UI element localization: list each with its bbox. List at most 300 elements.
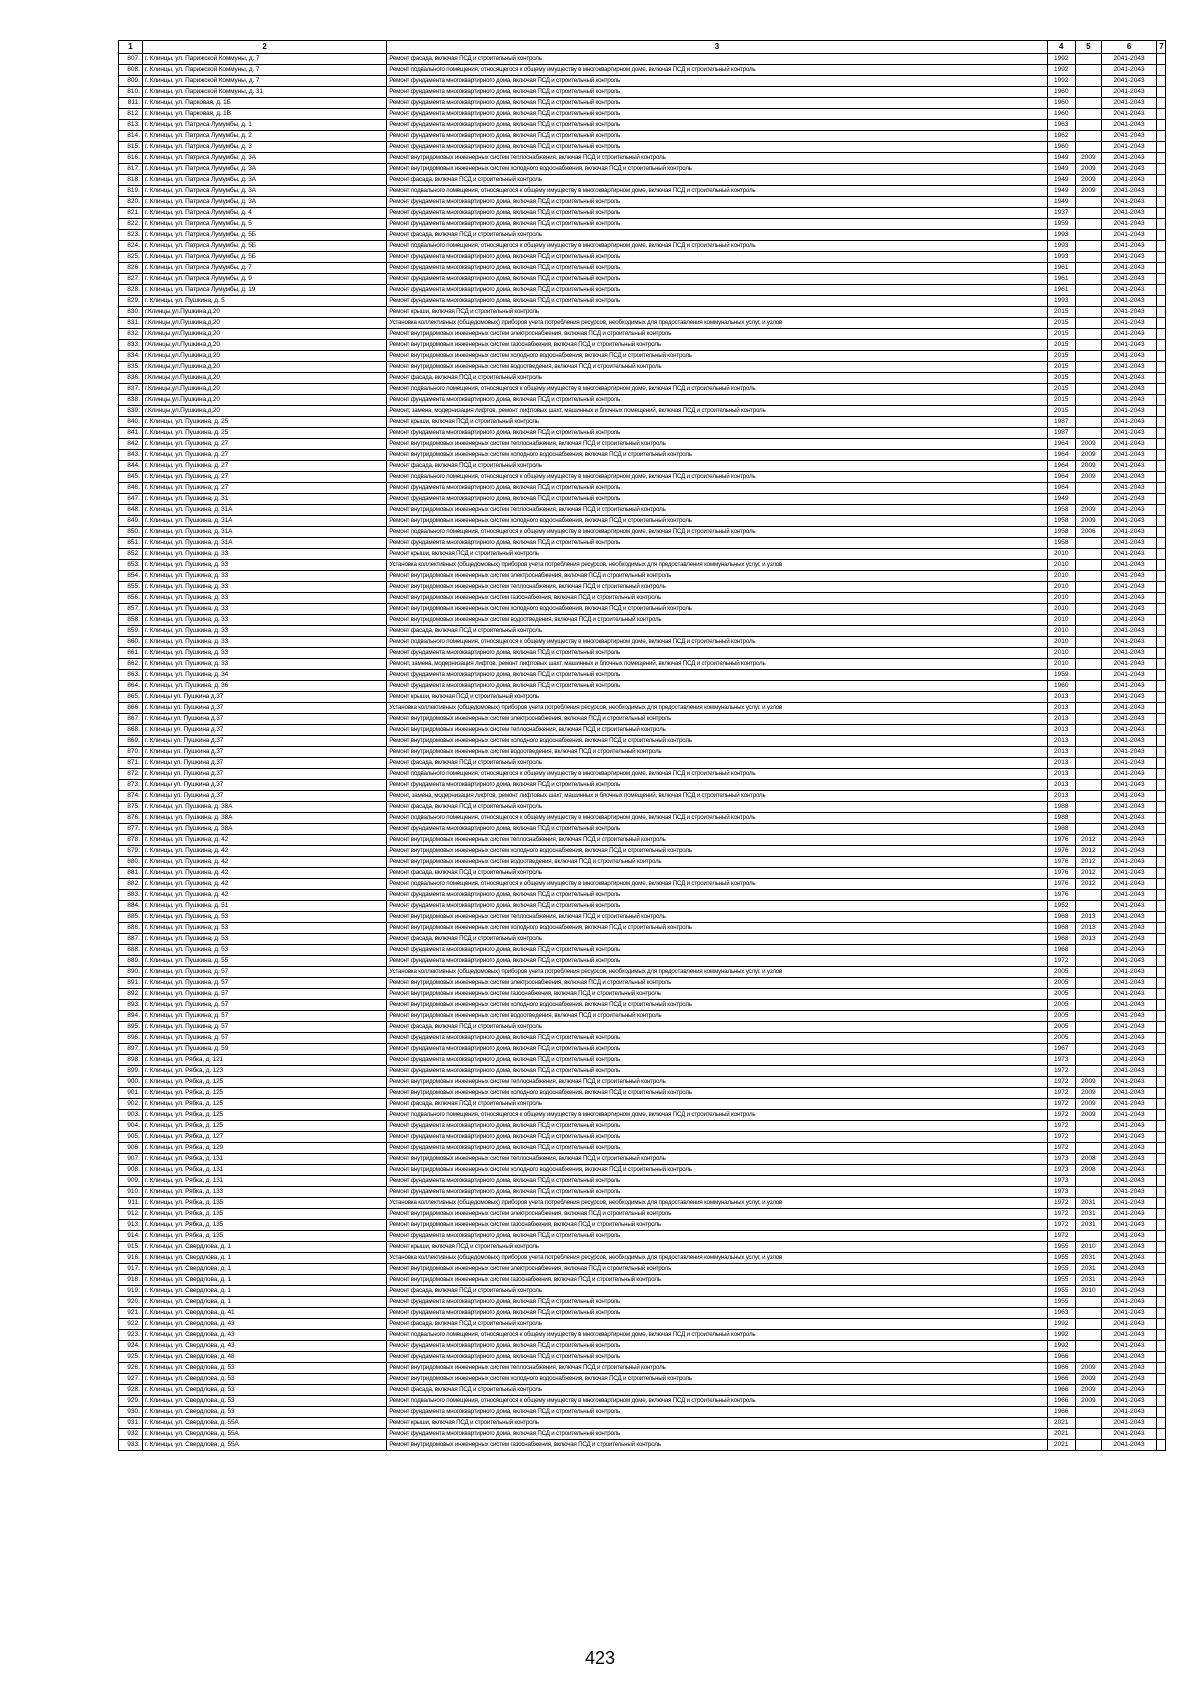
cell-row-number: 892. (119, 989, 143, 1000)
cell-work-type: Установка коллективных (общедомовых) приборов учета потребления ресурсов, необходимых для предоставления коммунальных услуг, и узлов (387, 1198, 1047, 1209)
cell-col-7 (1157, 285, 1166, 296)
table-row (119, 1000, 1166, 1011)
cell-row-number: 867. (119, 714, 143, 725)
cell-address: г. Клинцы, ул. Рябка, д. 125 (142, 1099, 386, 1110)
cell-row-number: 819. (119, 186, 143, 197)
cell-last-repair-year (1075, 483, 1101, 494)
cell-col-7 (1157, 571, 1166, 582)
cell-last-repair-year (1075, 769, 1101, 780)
cell-work-type: Ремонт фасада, включая ПСД и строительный контроль (387, 54, 1047, 65)
table-row (119, 1385, 1166, 1396)
cell-col-7 (1157, 307, 1166, 318)
cell-address: г. Клинцы, ул. Парижской Коммуны, д. 7 (142, 54, 386, 65)
cell-build-year: 2015 (1047, 406, 1075, 417)
cell-planned-period: 2041-2043 (1101, 406, 1156, 417)
cell-last-repair-year (1075, 538, 1101, 549)
cell-last-repair-year: 2009 (1075, 461, 1101, 472)
cell-row-number: 905. (119, 1132, 143, 1143)
cell-address: г. Клинцы, ул. Патриса Лумумбы, д. 3А (142, 186, 386, 197)
cell-address: г. Клинцы, ул. Свердлова, д. 43 (142, 1319, 386, 1330)
cell-last-repair-year: 2031 (1075, 1209, 1101, 1220)
cell-planned-period: 2041-2043 (1101, 1297, 1156, 1308)
cell-row-number: 851. (119, 538, 143, 549)
cell-row-number: 881. (119, 868, 143, 879)
cell-last-repair-year: 2031 (1075, 1264, 1101, 1275)
cell-last-repair-year: 2009 (1075, 175, 1101, 186)
cell-last-repair-year (1075, 395, 1101, 406)
cell-build-year: 2010 (1047, 571, 1075, 582)
cell-col-7 (1157, 1341, 1166, 1352)
cell-row-number: 933. (119, 1440, 143, 1451)
cell-build-year: 2021 (1047, 1418, 1075, 1429)
cell-last-repair-year (1075, 318, 1101, 329)
cell-planned-period: 2041-2043 (1101, 857, 1156, 868)
cell-row-number: 879. (119, 846, 143, 857)
cell-row-number: 907. (119, 1154, 143, 1165)
cell-col-7 (1157, 1429, 1166, 1440)
cell-address: г. Клинцы, ул. Пушкина, д. 57 (142, 978, 386, 989)
cell-col-7 (1157, 956, 1166, 967)
cell-row-number: 932. (119, 1429, 143, 1440)
cell-work-type: Ремонт фундамента многоквартирного дома, включая ПСД и строительный контроль (387, 494, 1047, 505)
cell-last-repair-year (1075, 219, 1101, 230)
cell-last-repair-year: 2009 (1075, 1385, 1101, 1396)
cell-row-number: 847. (119, 494, 143, 505)
cell-address: г. Клинцы, ул. Пушкина, д. 31А (142, 538, 386, 549)
cell-planned-period: 2041-2043 (1101, 1308, 1156, 1319)
cell-build-year: 1959 (1047, 670, 1075, 681)
cell-address: г.Клинцы,ул.Пушкина,д.20 (142, 384, 386, 395)
table-row (119, 1297, 1166, 1308)
cell-work-type: Ремонт фундамента многоквартирного дома, включая ПСД и строительный контроль (387, 285, 1047, 296)
cell-address: г. Клинцы, ул. Пушкина, д. 51 (142, 901, 386, 912)
cell-planned-period: 2041-2043 (1101, 1000, 1156, 1011)
cell-planned-period: 2041-2043 (1101, 274, 1156, 285)
cell-work-type: Ремонт внутридомовых инженерных систем холодного водоснабжения, включая ПСД и строительный контроль (387, 1165, 1047, 1176)
cell-work-type: Ремонт внутридомовых инженерных систем холодного водоснабжения, включая ПСД и строительный контроль (387, 1088, 1047, 1099)
cell-last-repair-year (1075, 1176, 1101, 1187)
cell-build-year: 1973 (1047, 1165, 1075, 1176)
cell-address: г. Клинцы, ул. Парижской Коммуны, д. 31 (142, 87, 386, 98)
cell-planned-period: 2041-2043 (1101, 1044, 1156, 1055)
cell-last-repair-year: 2012 (1075, 857, 1101, 868)
table-row (119, 153, 1166, 164)
cell-row-number: 834. (119, 351, 143, 362)
cell-build-year: 1993 (1047, 241, 1075, 252)
cell-build-year: 2015 (1047, 395, 1075, 406)
cell-build-year: 1993 (1047, 230, 1075, 241)
cell-work-type: Ремонт фасада, включая ПСД и строительный контроль (387, 868, 1047, 879)
cell-planned-period: 2041-2043 (1101, 1209, 1156, 1220)
cell-col-7 (1157, 472, 1166, 483)
cell-row-number: 824. (119, 241, 143, 252)
table-row (119, 857, 1166, 868)
cell-last-repair-year: 2009 (1075, 450, 1101, 461)
cell-work-type: Ремонт фасада, включая ПСД и строительный контроль (387, 461, 1047, 472)
cell-row-number: 838. (119, 395, 143, 406)
cell-work-type: Ремонт фасада, включая ПСД и строительный контроль (387, 230, 1047, 241)
cell-last-repair-year (1075, 989, 1101, 1000)
cell-last-repair-year (1075, 1440, 1101, 1451)
cell-col-7 (1157, 780, 1166, 791)
cell-planned-period: 2041-2043 (1101, 252, 1156, 263)
cell-row-number: 827. (119, 274, 143, 285)
cell-build-year: 1958 (1047, 527, 1075, 538)
table-row (119, 725, 1166, 736)
cell-work-type: Ремонт, замена, модернизация лифтов, ремонт лифтовых шахт, машинных и блочных помещений, включая ПСД и строительный контроль (387, 406, 1047, 417)
table-row (119, 780, 1166, 791)
cell-planned-period: 2041-2043 (1101, 1242, 1156, 1253)
cell-col-7 (1157, 186, 1166, 197)
cell-col-7 (1157, 747, 1166, 758)
table-row (119, 186, 1166, 197)
cell-planned-period: 2041-2043 (1101, 439, 1156, 450)
cell-col-7 (1157, 560, 1166, 571)
cell-address: г. Клинцы, ул. Парковая, д. 1В (142, 109, 386, 120)
cell-address: г.Клинцы,ул.Пушкина,д.20 (142, 307, 386, 318)
cell-build-year: 2015 (1047, 329, 1075, 340)
table-body (119, 54, 1166, 1451)
cell-work-type: Ремонт внутридомовых инженерных систем теплоснабжения, включая ПСД и строительный контроль (387, 912, 1047, 923)
cell-last-repair-year: 2031 (1075, 1220, 1101, 1231)
cell-row-number: 820. (119, 197, 143, 208)
table-row (119, 1253, 1166, 1264)
cell-work-type: Ремонт фасада, включая ПСД и строительный контроль (387, 802, 1047, 813)
cell-work-type: Ремонт внутридомовых инженерных систем холодного водоснабжения, включая ПСД и строительный контроль (387, 1000, 1047, 1011)
cell-planned-period: 2041-2043 (1101, 945, 1156, 956)
cell-col-7 (1157, 483, 1166, 494)
cell-work-type: Ремонт подвального помещения, относящегося к общему имуществу в многоквартирном доме, включая ПСД и строительный контроль (387, 879, 1047, 890)
header-col-1: 1 (119, 41, 143, 54)
cell-work-type: Ремонт фундамента многоквартирного дома, включая ПСД и строительный контроль (387, 197, 1047, 208)
cell-build-year: 1955 (1047, 1242, 1075, 1253)
cell-planned-period: 2041-2043 (1101, 362, 1156, 373)
cell-last-repair-year: 2009 (1075, 1099, 1101, 1110)
cell-last-repair-year (1075, 384, 1101, 395)
cell-work-type: Установка коллективных (общедомовых) приборов учета потребления ресурсов, необходимых для предоставления коммунальных услуг, и узлов (387, 703, 1047, 714)
cell-row-number: 912. (119, 1209, 143, 1220)
cell-planned-period: 2041-2043 (1101, 1220, 1156, 1231)
cell-work-type: Ремонт фасада, включая ПСД и строительный контроль (387, 1022, 1047, 1033)
cell-col-7 (1157, 1352, 1166, 1363)
cell-build-year: 2013 (1047, 714, 1075, 725)
cell-planned-period: 2041-2043 (1101, 1264, 1156, 1275)
cell-address: г. Клинцы, ул. Рябка, д. 125 (142, 1110, 386, 1121)
cell-build-year: 1972 (1047, 1198, 1075, 1209)
cell-last-repair-year (1075, 571, 1101, 582)
cell-planned-period: 2041-2043 (1101, 120, 1156, 131)
cell-build-year: 1937 (1047, 208, 1075, 219)
cell-row-number: 910. (119, 1187, 143, 1198)
cell-work-type: Ремонт фундамента многоквартирного дома, включая ПСД и строительный контроль (387, 395, 1047, 406)
cell-build-year: 1966 (1047, 1407, 1075, 1418)
cell-planned-period: 2041-2043 (1101, 527, 1156, 538)
cell-planned-period: 2041-2043 (1101, 802, 1156, 813)
cell-address: г. Клинцы, ул. Пушкина, д. 33 (142, 659, 386, 670)
cell-build-year: 1976 (1047, 879, 1075, 890)
cell-col-7 (1157, 626, 1166, 637)
cell-col-7 (1157, 538, 1166, 549)
cell-build-year: 1972 (1047, 1132, 1075, 1143)
table-row (119, 560, 1166, 571)
table-row (119, 670, 1166, 681)
cell-col-7 (1157, 219, 1166, 230)
table-row (119, 230, 1166, 241)
cell-col-7 (1157, 362, 1166, 373)
cell-col-7 (1157, 1143, 1166, 1154)
cell-work-type: Ремонт фундамента многоквартирного дома, включая ПСД и строительный контроль (387, 219, 1047, 230)
cell-work-type: Ремонт внутридомовых инженерных систем холодного водоснабжения, включая ПСД и строительный контроль (387, 164, 1047, 175)
cell-planned-period: 2041-2043 (1101, 131, 1156, 142)
cell-col-7 (1157, 1231, 1166, 1242)
cell-col-7 (1157, 208, 1166, 219)
cell-row-number: 818. (119, 175, 143, 186)
cell-row-number: 846. (119, 483, 143, 494)
cell-planned-period: 2041-2043 (1101, 296, 1156, 307)
cell-col-7 (1157, 494, 1166, 505)
cell-address: г. Клинцы, ул. Свердлова, д. 53 (142, 1385, 386, 1396)
table-row (119, 285, 1166, 296)
cell-build-year: 1972 (1047, 1231, 1075, 1242)
cell-row-number: 900. (119, 1077, 143, 1088)
cell-row-number: 888. (119, 945, 143, 956)
cell-planned-period: 2041-2043 (1101, 285, 1156, 296)
cell-col-7 (1157, 87, 1166, 98)
table-row (119, 1275, 1166, 1286)
cell-build-year: 2015 (1047, 351, 1075, 362)
cell-row-number: 876. (119, 813, 143, 824)
cell-col-7 (1157, 1275, 1166, 1286)
cell-address: г. Клинцы, ул. Пушкина, д. 36 (142, 681, 386, 692)
cell-work-type: Ремонт внутридомовых инженерных систем электроснабжения, включая ПСД и строительный контроль (387, 571, 1047, 582)
cell-work-type: Ремонт фундамента многоквартирного дома, включая ПСД и строительный контроль (387, 98, 1047, 109)
table-row (119, 329, 1166, 340)
table-row (119, 1407, 1166, 1418)
cell-work-type: Ремонт подвального помещения, относящегося к общему имуществу в многоквартирном доме, включая ПСД и строительный контроль (387, 813, 1047, 824)
cell-address: г. Клинцы, ул. Пушкина, д. 53 (142, 912, 386, 923)
cell-last-repair-year (1075, 54, 1101, 65)
cell-planned-period: 2041-2043 (1101, 1275, 1156, 1286)
cell-address: г. Клинцы, ул. Пушкина, д. 57 (142, 1022, 386, 1033)
cell-col-7 (1157, 978, 1166, 989)
cell-build-year: 2005 (1047, 1033, 1075, 1044)
cell-work-type: Ремонт фундамента многоквартирного дома, включая ПСД и строительный контроль (387, 1176, 1047, 1187)
cell-build-year: 1973 (1047, 1187, 1075, 1198)
table-row (119, 1121, 1166, 1132)
cell-last-repair-year: 2009 (1075, 164, 1101, 175)
cell-build-year: 1976 (1047, 890, 1075, 901)
cell-address: г. Клинцы, ул. Пушкина, д. 53 (142, 934, 386, 945)
table-row (119, 549, 1166, 560)
cell-address: г. Клинцы, ул. Рябка, д. 135 (142, 1198, 386, 1209)
cell-last-repair-year (1075, 802, 1101, 813)
table-row (119, 967, 1166, 978)
cell-address: г. Клинцы, ул. Свердлова, д. 55А (142, 1429, 386, 1440)
table-row (119, 1132, 1166, 1143)
table-row (119, 120, 1166, 131)
cell-build-year: 2013 (1047, 725, 1075, 736)
cell-row-number: 899. (119, 1066, 143, 1077)
cell-build-year: 1973 (1047, 1176, 1075, 1187)
cell-col-7 (1157, 582, 1166, 593)
cell-work-type: Ремонт внутридомовых инженерных систем газоснабжения, включая ПСД и строительный контроль (387, 593, 1047, 604)
table-row (119, 1055, 1166, 1066)
cell-address: г. Клинцы, ул. Пушкина, д. 31А (142, 516, 386, 527)
cell-work-type: Ремонт подвального помещения, относящегося к общему имуществу в многоквартирном доме, включая ПСД и строительный контроль (387, 186, 1047, 197)
cell-build-year: 1952 (1047, 901, 1075, 912)
cell-last-repair-year (1075, 98, 1101, 109)
table-row (119, 681, 1166, 692)
cell-build-year: 1972 (1047, 1099, 1075, 1110)
cell-last-repair-year: 2006 (1075, 527, 1101, 538)
cell-build-year: 1961 (1047, 263, 1075, 274)
cell-address: г. Клинцы, ул. Свердлова, д. 48 (142, 1352, 386, 1363)
cell-address: г. Клинцы, ул. Парижской Коммуны, д. 7 (142, 76, 386, 87)
cell-planned-period: 2041-2043 (1101, 472, 1156, 483)
cell-address: г. Клинцы, ул. Пушкина, д. 5 (142, 296, 386, 307)
cell-address: г. Клинцы, ул. Патриса Лумумбы, д. 19 (142, 285, 386, 296)
table-row (119, 1154, 1166, 1165)
cell-build-year: 1976 (1047, 835, 1075, 846)
cell-work-type: Ремонт фундамента многоквартирного дома, включая ПСД и строительный контроль (387, 1066, 1047, 1077)
cell-col-7 (1157, 758, 1166, 769)
cell-row-number: 929. (119, 1396, 143, 1407)
cell-last-repair-year: 2009 (1075, 1396, 1101, 1407)
cell-address: г. Клинцы, ул. Свердлова, д. 43 (142, 1341, 386, 1352)
cell-work-type: Ремонт фундамента многоквартирного дома, включая ПСД и строительный контроль (387, 1033, 1047, 1044)
cell-address: г. Клинцы ул. Пушкина д.37 (142, 747, 386, 758)
cell-address: г. Клинцы, ул. Пушкина, д. 33 (142, 549, 386, 560)
cell-planned-period: 2041-2043 (1101, 769, 1156, 780)
cell-build-year: 2010 (1047, 659, 1075, 670)
table-row (119, 373, 1166, 384)
cell-address: г. Клинцы, ул. Свердлова, д. 1 (142, 1253, 386, 1264)
cell-col-7 (1157, 923, 1166, 934)
cell-last-repair-year (1075, 428, 1101, 439)
cell-build-year: 1988 (1047, 813, 1075, 824)
table-row (119, 527, 1166, 538)
cell-build-year: 1955 (1047, 1275, 1075, 1286)
cell-last-repair-year: 2009 (1075, 516, 1101, 527)
cell-build-year: 2010 (1047, 604, 1075, 615)
table-row (119, 1286, 1166, 1297)
cell-col-7 (1157, 1066, 1166, 1077)
cell-row-number: 911. (119, 1198, 143, 1209)
cell-row-number: 883. (119, 890, 143, 901)
cell-col-7 (1157, 1264, 1166, 1275)
cell-build-year: 1976 (1047, 857, 1075, 868)
cell-work-type: Ремонт внутридомовых инженерных систем теплоснабжения, включая ПСД и строительный контроль (387, 725, 1047, 736)
cell-build-year: 1992 (1047, 65, 1075, 76)
cell-col-7 (1157, 153, 1166, 164)
cell-last-repair-year (1075, 967, 1101, 978)
cell-build-year: 1976 (1047, 868, 1075, 879)
cell-row-number: 931. (119, 1418, 143, 1429)
cell-last-repair-year: 2009 (1075, 1088, 1101, 1099)
cell-work-type: Ремонт фасада, включая ПСД и строительный контроль (387, 175, 1047, 186)
cell-row-number: 826. (119, 263, 143, 274)
cell-address: г. Клинцы, ул. Патриса Лумумбы, д. 3А (142, 175, 386, 186)
cell-last-repair-year (1075, 1319, 1101, 1330)
cell-row-number: 807. (119, 54, 143, 65)
cell-work-type: Ремонт внутридомовых инженерных систем теплоснабжения, включая ПСД и строительный контроль (387, 1363, 1047, 1374)
cell-col-7 (1157, 549, 1166, 560)
cell-address: г. Клинцы, ул. Пушкина, д. 25 (142, 417, 386, 428)
cell-planned-period: 2041-2043 (1101, 1055, 1156, 1066)
cell-build-year: 2010 (1047, 615, 1075, 626)
cell-last-repair-year (1075, 1407, 1101, 1418)
cell-address: г. Клинцы, ул. Пушкина, д. 57 (142, 967, 386, 978)
cell-work-type: Ремонт фасада, включая ПСД и строительный контроль (387, 758, 1047, 769)
cell-build-year: 1972 (1047, 1077, 1075, 1088)
cell-work-type: Ремонт внутридомовых инженерных систем водоотведения, включая ПСД и строительный контроль (387, 615, 1047, 626)
table-row (119, 1429, 1166, 1440)
cell-row-number: 815. (119, 142, 143, 153)
cell-col-7 (1157, 824, 1166, 835)
cell-address: г. Клинцы ул. Пушкина д.37 (142, 714, 386, 725)
cell-build-year: 1960 (1047, 109, 1075, 120)
cell-work-type: Ремонт подвального помещения, относящегося к общему имуществу в многоквартирном доме, включая ПСД и строительный контроль (387, 1110, 1047, 1121)
cell-address: г. Клинцы, ул. Пушкина, д. 38А (142, 813, 386, 824)
cell-row-number: 822. (119, 219, 143, 230)
cell-last-repair-year (1075, 406, 1101, 417)
cell-planned-period: 2041-2043 (1101, 659, 1156, 670)
cell-address: г. Клинцы ул. Пушкина д.37 (142, 725, 386, 736)
cell-work-type: Ремонт внутридомовых инженерных систем холодного водоснабжения, включая ПСД и строительный контроль (387, 516, 1047, 527)
cell-build-year: 2015 (1047, 307, 1075, 318)
cell-address: г. Клинцы, ул. Патриса Лумумбы, д. 1 (142, 120, 386, 131)
cell-last-repair-year (1075, 1308, 1101, 1319)
cell-planned-period: 2041-2043 (1101, 681, 1156, 692)
cell-row-number: 872. (119, 769, 143, 780)
cell-row-number: 920. (119, 1297, 143, 1308)
cell-work-type: Ремонт внутридомовых инженерных систем теплоснабжения, включая ПСД и строительный контроль (387, 439, 1047, 450)
cell-planned-period: 2041-2043 (1101, 714, 1156, 725)
cell-work-type: Установка коллективных (общедомовых) приборов учета потребления ресурсов, необходимых для предоставления коммунальных услуг, и узлов (387, 1253, 1047, 1264)
cell-planned-period: 2041-2043 (1101, 208, 1156, 219)
cell-build-year: 2005 (1047, 1011, 1075, 1022)
cell-col-7 (1157, 846, 1166, 857)
table-row (119, 813, 1166, 824)
cell-work-type: Ремонт крыши, включая ПСД и строительный контроль (387, 307, 1047, 318)
table-row (119, 439, 1166, 450)
table-row (119, 450, 1166, 461)
cell-build-year: 2015 (1047, 340, 1075, 351)
cell-build-year: 1992 (1047, 54, 1075, 65)
cell-build-year: 1992 (1047, 1341, 1075, 1352)
cell-address: г. Клинцы, ул. Пушкина, д. 31 (142, 494, 386, 505)
cell-work-type: Ремонт фасада, включая ПСД и строительный контроль (387, 1099, 1047, 1110)
cell-address: г. Клинцы, ул. Пушкина, д. 25 (142, 428, 386, 439)
table-row (119, 109, 1166, 120)
cell-row-number: 823. (119, 230, 143, 241)
cell-planned-period: 2041-2043 (1101, 780, 1156, 791)
cell-last-repair-year: 2012 (1075, 835, 1101, 846)
cell-address: г. Клинцы, ул. Патриса Лумумбы, д. 3А (142, 197, 386, 208)
cell-col-7 (1157, 1198, 1166, 1209)
cell-work-type: Ремонт внутридомовых инженерных систем холодного водоснабжения, включая ПСД и строительный контроль (387, 846, 1047, 857)
cell-address: г. Клинцы ул. Пушкина д.37 (142, 736, 386, 747)
cell-col-7 (1157, 450, 1166, 461)
cell-row-number: 890. (119, 967, 143, 978)
cell-last-repair-year: 2031 (1075, 1275, 1101, 1286)
cell-work-type: Ремонт внутридомовых инженерных систем теплоснабжения, включая ПСД и строительный контроль (387, 835, 1047, 846)
cell-build-year: 1949 (1047, 175, 1075, 186)
cell-planned-period: 2041-2043 (1101, 549, 1156, 560)
cell-col-7 (1157, 98, 1166, 109)
cell-address: г. Клинцы, ул. Пушкина, д. 27 (142, 472, 386, 483)
cell-address: г. Клинцы, ул. Патриса Лумумбы, д. 5Б (142, 252, 386, 263)
